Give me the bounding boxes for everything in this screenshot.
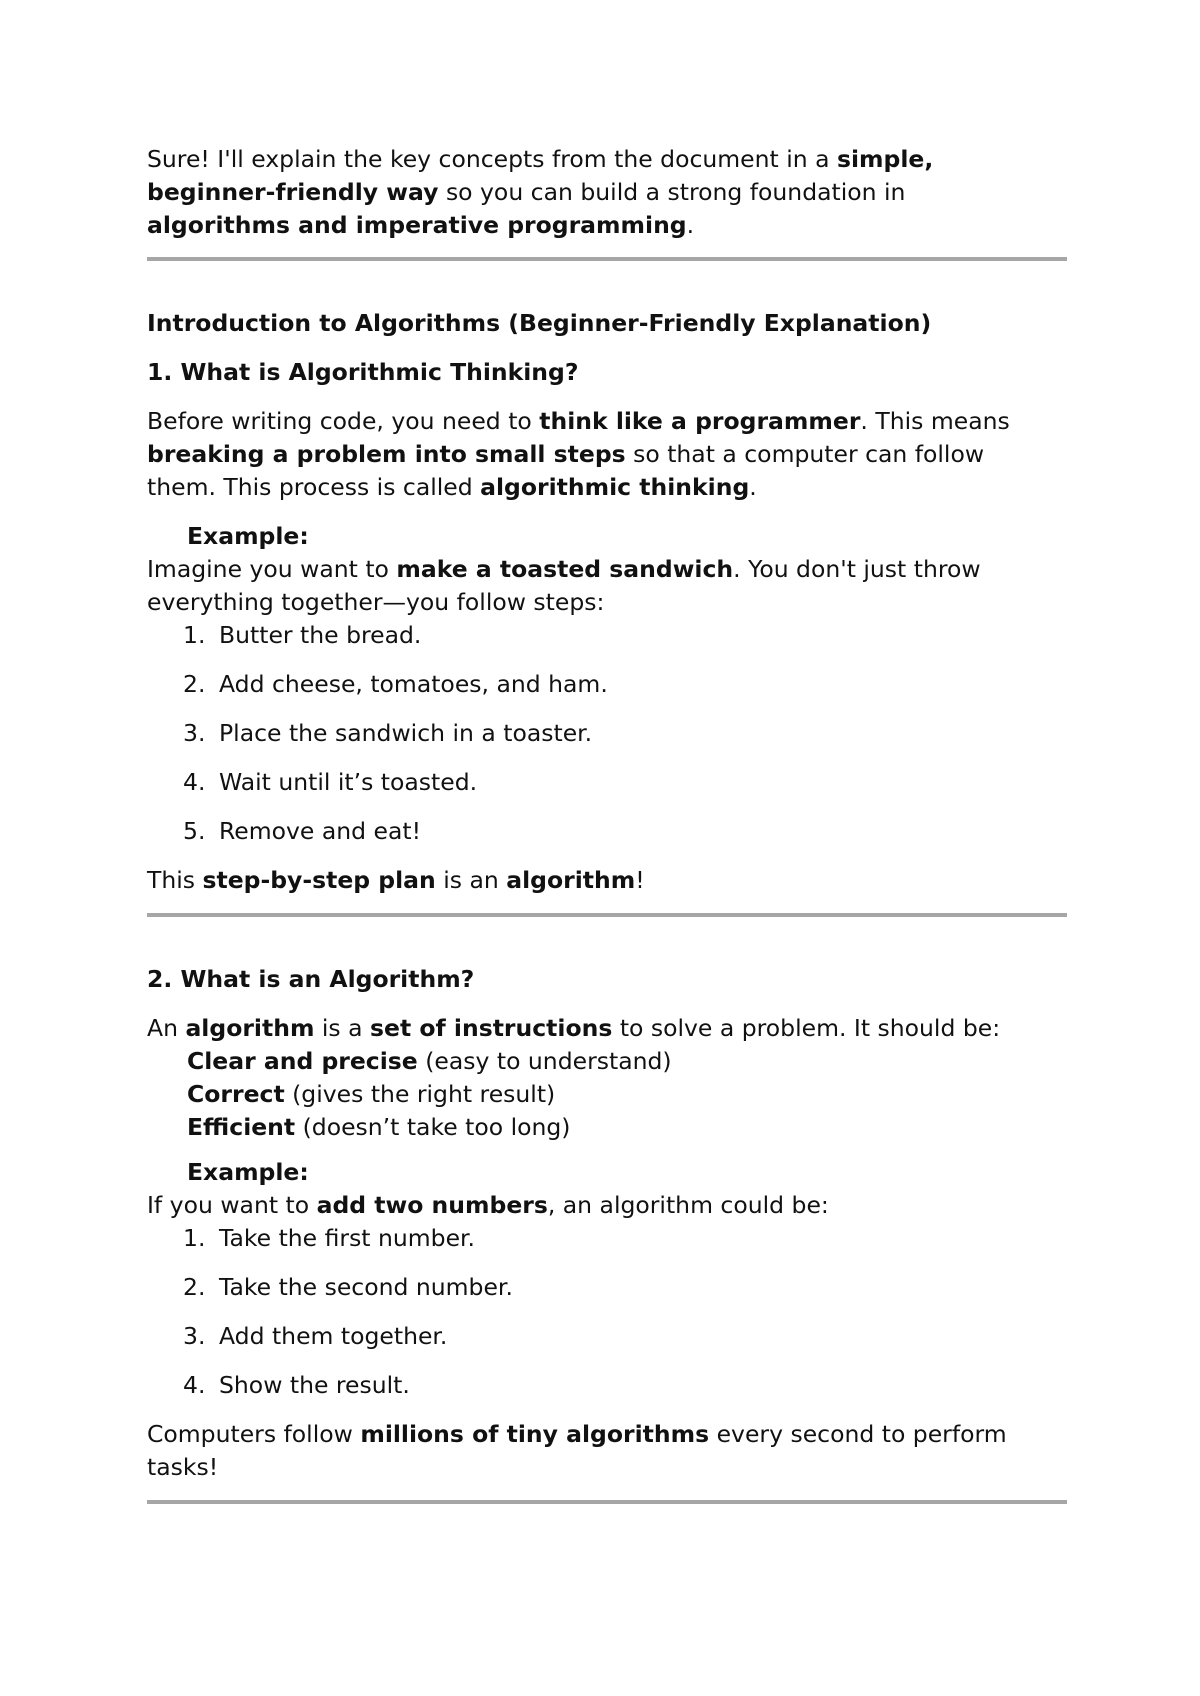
intro-text: Sure! I'll explain the key concepts from the document in a <box>147 145 837 173</box>
quality-item: Correct (gives the right result) <box>187 1080 556 1108</box>
section1-paragraph: Before writing code, you need to think like a programmer. This means breaking a problem into small steps so that a computer can follow them. This process is called algorithmic thinking. <box>147 407 1010 501</box>
list-item: 3. Place the sandwich in a toaster. <box>183 719 593 747</box>
list-item: 4. Wait until it’s toasted. <box>183 768 478 796</box>
example-label: Example: <box>187 522 309 550</box>
intro-bold: algorithms and imperative programming <box>147 211 687 239</box>
divider <box>147 257 1067 261</box>
section1-closing: This step-by-step plan is an algorithm! <box>147 866 645 894</box>
intro-text: so you can build a strong foundation in <box>438 178 906 206</box>
intro-paragraph <box>147 143 1067 242</box>
section2-closing: Computers follow millions of tiny algorithms every second to perform tasks! <box>147 1420 1007 1481</box>
document-page <box>147 143 1067 1504</box>
divider <box>147 1500 1067 1504</box>
list-item: 1. Butter the bread. <box>183 621 422 649</box>
divider <box>147 913 1067 917</box>
intro-bold: beginner-friendly way <box>147 178 439 206</box>
section1-heading: 1. What is Algorithmic Thinking? <box>147 358 579 386</box>
intro-bold: simple, <box>836 145 934 173</box>
list-item: 1. Take the first number. <box>183 1224 476 1252</box>
list-item: 5. Remove and eat! <box>183 817 422 845</box>
document-title: Introduction to Algorithms (Beginner-Friendly Explanation) <box>147 309 932 337</box>
sandwich-steps-list <box>147 619 1067 848</box>
list-item: 4. Show the result. <box>183 1371 410 1399</box>
example-paragraph: If you want to add two numbers, an algorithm could be: <box>147 1191 829 1219</box>
intro-text: . <box>686 211 695 239</box>
section2-heading: 2. What is an Algorithm? <box>147 965 475 993</box>
list-item: 3. Add them together. <box>183 1322 448 1350</box>
example-paragraph: Imagine you want to make a toasted sandwich. You don't just throw everything together—you follow steps: <box>147 555 981 616</box>
quality-item: Efficient (doesn’t take too long) <box>187 1113 571 1141</box>
list-item: 2. Take the second number. <box>183 1273 513 1301</box>
addition-steps-list <box>147 1222 1067 1402</box>
example-label: Example: <box>187 1158 309 1186</box>
section2-paragraph: An algorithm is a set of instructions to solve a problem. It should be: <box>147 1014 1001 1042</box>
quality-item: Clear and precise (easy to understand) <box>187 1047 672 1075</box>
list-item: 2. Add cheese, tomatoes, and ham. <box>183 670 608 698</box>
